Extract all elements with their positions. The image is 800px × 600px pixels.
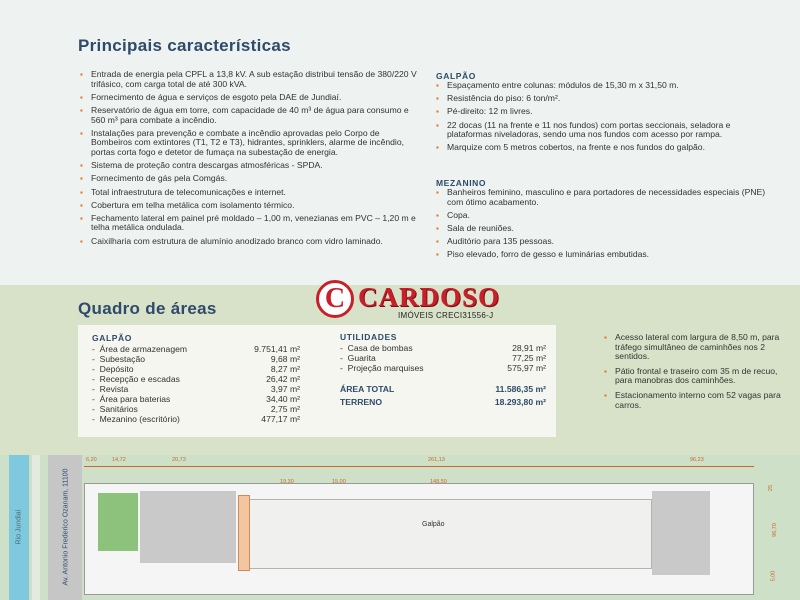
- row-label: Casa de bombas: [347, 343, 413, 353]
- list-item: ▪ Espaçamento entre colunas: módulos de 15,30 m x 31,50 m.: [436, 81, 776, 91]
- list-item: ▪ Piso elevado, forro de gesso e luminárias embutidas.: [436, 250, 776, 260]
- rear-yard: [652, 491, 710, 575]
- section-title-characteristics: Principais características: [78, 36, 291, 55]
- dimension-label: 96,23: [690, 457, 704, 463]
- green-area: [98, 493, 138, 551]
- list-item: ▪ Marquize com 5 metros cobertos, na frente e nos fundos do galpão.: [436, 143, 776, 153]
- dimension-label: 261,13: [428, 457, 445, 463]
- row-value: 9.751,41 m²: [254, 344, 300, 354]
- row-value: 9,68 m²: [270, 354, 300, 364]
- dimension-line: [84, 466, 754, 467]
- logo-wordmark: CARDOSO: [358, 282, 501, 312]
- row-label: Recepção e escadas: [99, 374, 180, 384]
- warehouse-footprint: [238, 499, 652, 569]
- list-item: ▪ Resistência do piso: 6 ton/m².: [436, 94, 776, 104]
- road-margin: [32, 455, 40, 600]
- row-value: 77,25 m²: [512, 353, 546, 363]
- row-label: Sanitários: [99, 404, 138, 414]
- list-item: ▪ Fornecimento de gás pela Comgás.: [80, 174, 420, 184]
- row-value: 2,75 m²: [270, 404, 300, 414]
- row-label: Área de armazenagem: [99, 344, 188, 354]
- galpao-features-list: [436, 81, 776, 157]
- list-item: ▪ Estacionamento interno com 52 vagas para carros.: [604, 391, 784, 410]
- row-value: 3,97 m²: [270, 384, 300, 394]
- row-value: 8,27 m²: [270, 364, 300, 374]
- dimension-label: 5,00: [770, 570, 777, 582]
- list-item: ▪ Reservatório de água em torre, com capacidade de 40 m³ de água para consumo e 560 m³ para combate a incêndio.: [80, 106, 420, 125]
- logo-letter: C: [324, 283, 346, 314]
- list-item: ▪ Copa.: [436, 211, 776, 221]
- row-label: Subestação: [99, 354, 146, 364]
- avenue-label: Av. Antonio Frederico Ozanam, 11100: [62, 468, 70, 586]
- mezanino-features-list: [436, 188, 776, 264]
- dimension-label: 6,20: [86, 457, 97, 463]
- dimension-label: 14,72: [112, 457, 126, 463]
- list-item: ▪ Fechamento lateral em painel pré moldado – 1,00 m, venezianas em PVC – 1,20 m e telha metálica ondulada.: [80, 214, 420, 233]
- list-item: ▪ Pé-direito: 12 m livres.: [436, 107, 776, 117]
- terreno-label: TERRENO: [340, 397, 383, 407]
- warehouse-label: Galpão: [422, 521, 445, 528]
- areas-table: GALPÃO - Área de armazenagem 9.751,41 m² - Subestação 9,68 m² - Depósito 8,27 m² - Recepção e escadas 26,42 m² - Revista 3,97 m² - Área para baterias 34,40 m² - Sanitários 2,75 m² - Mezanino (escritório) 477,17 m² UTILIDADES - Casa de bombas 28,91 m² - Guarita 77,25 m² - Projeção marquises 575,97 m² ÁREA TOTAL 11.586,35 m² TERRENO 18.293,80 m²: [78, 325, 556, 437]
- list-item: ▪ Sala de reuniões.: [436, 224, 776, 234]
- parking-area: [140, 491, 236, 563]
- logo-subtitle: IMÓVEIS CRECI31556-J: [398, 311, 494, 320]
- row-label: Depósito: [99, 364, 134, 374]
- row-value: 26,42 m²: [266, 374, 300, 384]
- row-label: Área para baterias: [99, 394, 171, 404]
- row-value: 575,97 m²: [507, 363, 546, 373]
- list-item: ▪ Acesso lateral com largura de 8,50 m, para tráfego simultâneo de caminhões nos 2 sentidos.: [604, 333, 784, 362]
- row-value: 477,17 m²: [261, 414, 300, 424]
- site-plan: [0, 455, 800, 600]
- cardoso-logo: [316, 280, 516, 324]
- row-label: Revista: [99, 384, 129, 394]
- dimension-label: 96,70: [771, 523, 778, 537]
- galpao-heading: GALPÃO: [436, 71, 476, 81]
- dimension-label: 15,00: [332, 479, 346, 485]
- dock-area: [238, 495, 250, 571]
- row-label: Mezanino (escritório): [99, 414, 180, 424]
- terreno-value: 18.293,80 m²: [494, 397, 546, 407]
- list-item: ▪ Banheiros feminino, masculino e para portadores de necessidades especiais (PNE) com ótimo acabamento.: [436, 188, 776, 207]
- characteristics-section: [0, 0, 800, 285]
- area-total-label: ÁREA TOTAL: [340, 384, 395, 394]
- list-item: ▪ Fornecimento de água e serviços de esgoto pela DAE de Jundiaí.: [80, 93, 420, 103]
- table-heading-utilidades: UTILIDADES: [340, 332, 397, 342]
- list-item: ▪ Instalações para prevenção e combate a incêndio aprovadas pelo Corpo de Bombeiros com extintores (T1, T2 e T3), hidrantes, sprinklers, alarme de incêndio, portas corta fogo e detetor de fumaça na subestação de energia.: [80, 129, 420, 158]
- list-item: ▪ Caixilharia com estrutura de alumínio anodizado branco com vidro laminado.: [80, 237, 420, 247]
- list-item: ▪ Total infraestrutura de telecomunicações e internet.: [80, 188, 420, 198]
- mezanino-heading: MEZANINO: [436, 178, 487, 188]
- list-item: ▪ Auditório para 135 pessoas.: [436, 237, 776, 247]
- dimension-label: 148,50: [430, 479, 447, 485]
- list-item: ▪ Entrada de energia pela CPFL a 13,8 kV. A sub estação distribui tensão de 380/220 V trifásico, com carga total de até 300 kVA.: [80, 70, 420, 89]
- row-label: Guarita: [347, 353, 376, 363]
- river-label: Rio Jundiaí: [15, 509, 23, 545]
- dimension-label: 20,73: [172, 457, 186, 463]
- section-title-areas: Quadro de áreas: [78, 299, 217, 318]
- list-item: ▪ Sistema de proteção contra descargas atmosféricas - SPDA.: [80, 161, 420, 171]
- row-value: 28,91 m²: [512, 343, 546, 353]
- table-heading-galpao: GALPÃO: [92, 333, 132, 343]
- list-item: ▪ Cobertura em telha metálica com isolamento térmico.: [80, 201, 420, 211]
- area-total-value: 11.586,35 m²: [495, 384, 546, 394]
- site-notes-list: [604, 333, 784, 415]
- dimension-label: 19,30: [280, 479, 294, 485]
- list-item: ▪ Pátio frontal e traseiro com 35 m de recuo, para manobras dos caminhões.: [604, 367, 784, 386]
- list-item: ▪ 22 docas (11 na frente e 11 nos fundos) com portas seccionais, seladora e plataformas niveladoras, sendo uma nos fundos com acesso por rampa.: [436, 121, 776, 140]
- general-features-list: [80, 70, 420, 250]
- row-value: 34,40 m²: [266, 394, 300, 404]
- dimension-label: 25: [768, 484, 775, 492]
- row-label: Projeção marquises: [347, 363, 424, 373]
